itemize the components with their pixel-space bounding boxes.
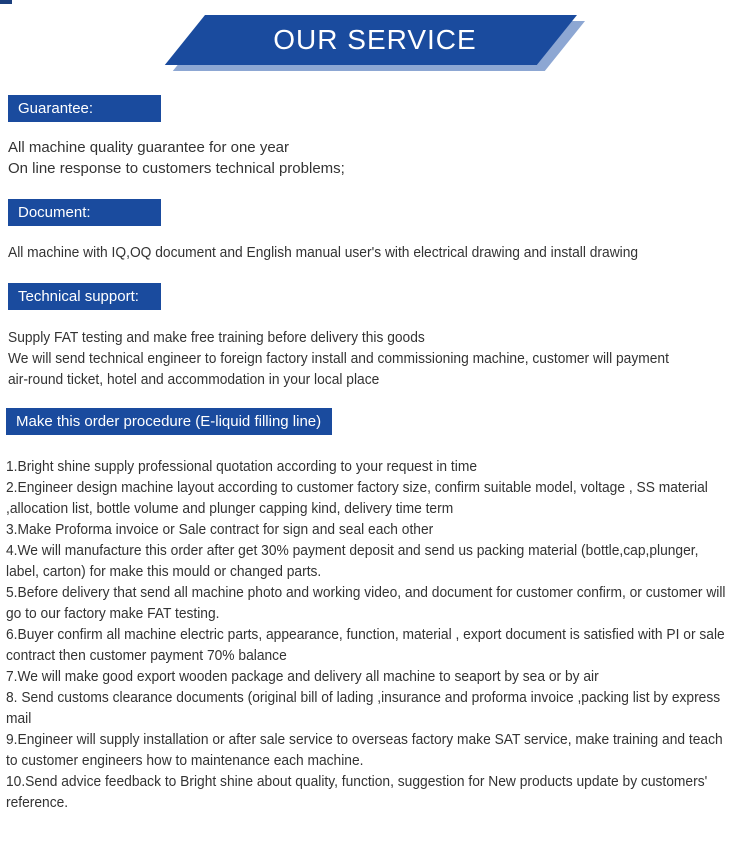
section-body-document xyxy=(8,242,744,263)
text-line: contract then customer payment 70% balance xyxy=(6,647,287,664)
text-line: 1.Bright shine supply professional quotation according to your request in time xyxy=(6,458,478,475)
text-line: On line response to customers technical problems; xyxy=(8,160,345,177)
text-line: 2.Engineer design machine layout according to customer factory size, confirm suitable model, voltage , SS material xyxy=(6,479,708,496)
section-guarantee xyxy=(8,80,744,179)
section-heading-guarantee: Guarantee: xyxy=(8,95,161,122)
text-line: go to our factory make FAT testing. xyxy=(6,605,220,622)
section-order-procedure xyxy=(6,390,744,813)
page-title: OUR SERVICE xyxy=(273,24,477,55)
text-line: mail xyxy=(6,710,32,727)
text-line: 6.Buyer confirm all machine electric parts, appearance, function, material , export document is satisfied with PI or sale xyxy=(6,626,725,643)
text-line: 5.Before delivery that send all machine photo and working video, and document for customer confirm, or customer will xyxy=(6,584,726,601)
section-document xyxy=(8,179,744,263)
section-heading-technical-support: Technical support: xyxy=(8,283,161,310)
text-line: air-round ticket, hotel and accommodation in your local place xyxy=(8,371,380,388)
text-line: Supply FAT testing and make free training before delivery this goods xyxy=(8,329,425,346)
text-line: 7.We will make good export wooden package and delivery all machine to seaport by sea or by air xyxy=(6,668,599,685)
section-heading-document: Document: xyxy=(8,199,161,226)
text-line: 10.Send advice feedback to Bright shine about quality, function, suggestion for New products update by customers' xyxy=(6,773,708,790)
text-line: reference. xyxy=(6,794,69,811)
text-line: We will send technical engineer to foreign factory install and commissioning machine, customer will payment xyxy=(8,350,669,367)
text-line: to customer engineers how to maintenance each machine. xyxy=(6,752,364,769)
text-line: All machine with IQ,OQ document and English manual user's with electrical drawing and install drawing xyxy=(8,244,639,261)
section-technical-support xyxy=(8,263,744,390)
text-line: 8. Send customs clearance documents (original bill of lading ,insurance and proforma invoice ,packing list by express xyxy=(6,689,721,706)
text-line: 4.We will manufacture this order after get 30% payment deposit and send us packing material (bottle,cap,plunger, xyxy=(6,542,699,559)
text-line: label, carton) for make this mould or changed parts. xyxy=(6,563,322,580)
section-body-order-procedure xyxy=(6,456,744,813)
section-heading-order-procedure: Make this order procedure (E-liquid filling line) xyxy=(6,408,332,435)
text-line: 9.Engineer will supply installation or after sale service to overseas factory make SAT service, make training and teach xyxy=(6,731,723,748)
service-content xyxy=(0,80,750,813)
text-line: All machine quality guarantee for one year xyxy=(8,139,290,156)
section-body-guarantee xyxy=(8,137,744,179)
text-line: ,allocation list, bottle volume and plunger capping kind, delivery time term xyxy=(6,500,454,517)
text-line: 3.Make Proforma invoice or Sale contract for sign and seal each other xyxy=(6,521,434,538)
section-body-technical-support xyxy=(8,327,744,390)
service-banner xyxy=(0,0,750,80)
